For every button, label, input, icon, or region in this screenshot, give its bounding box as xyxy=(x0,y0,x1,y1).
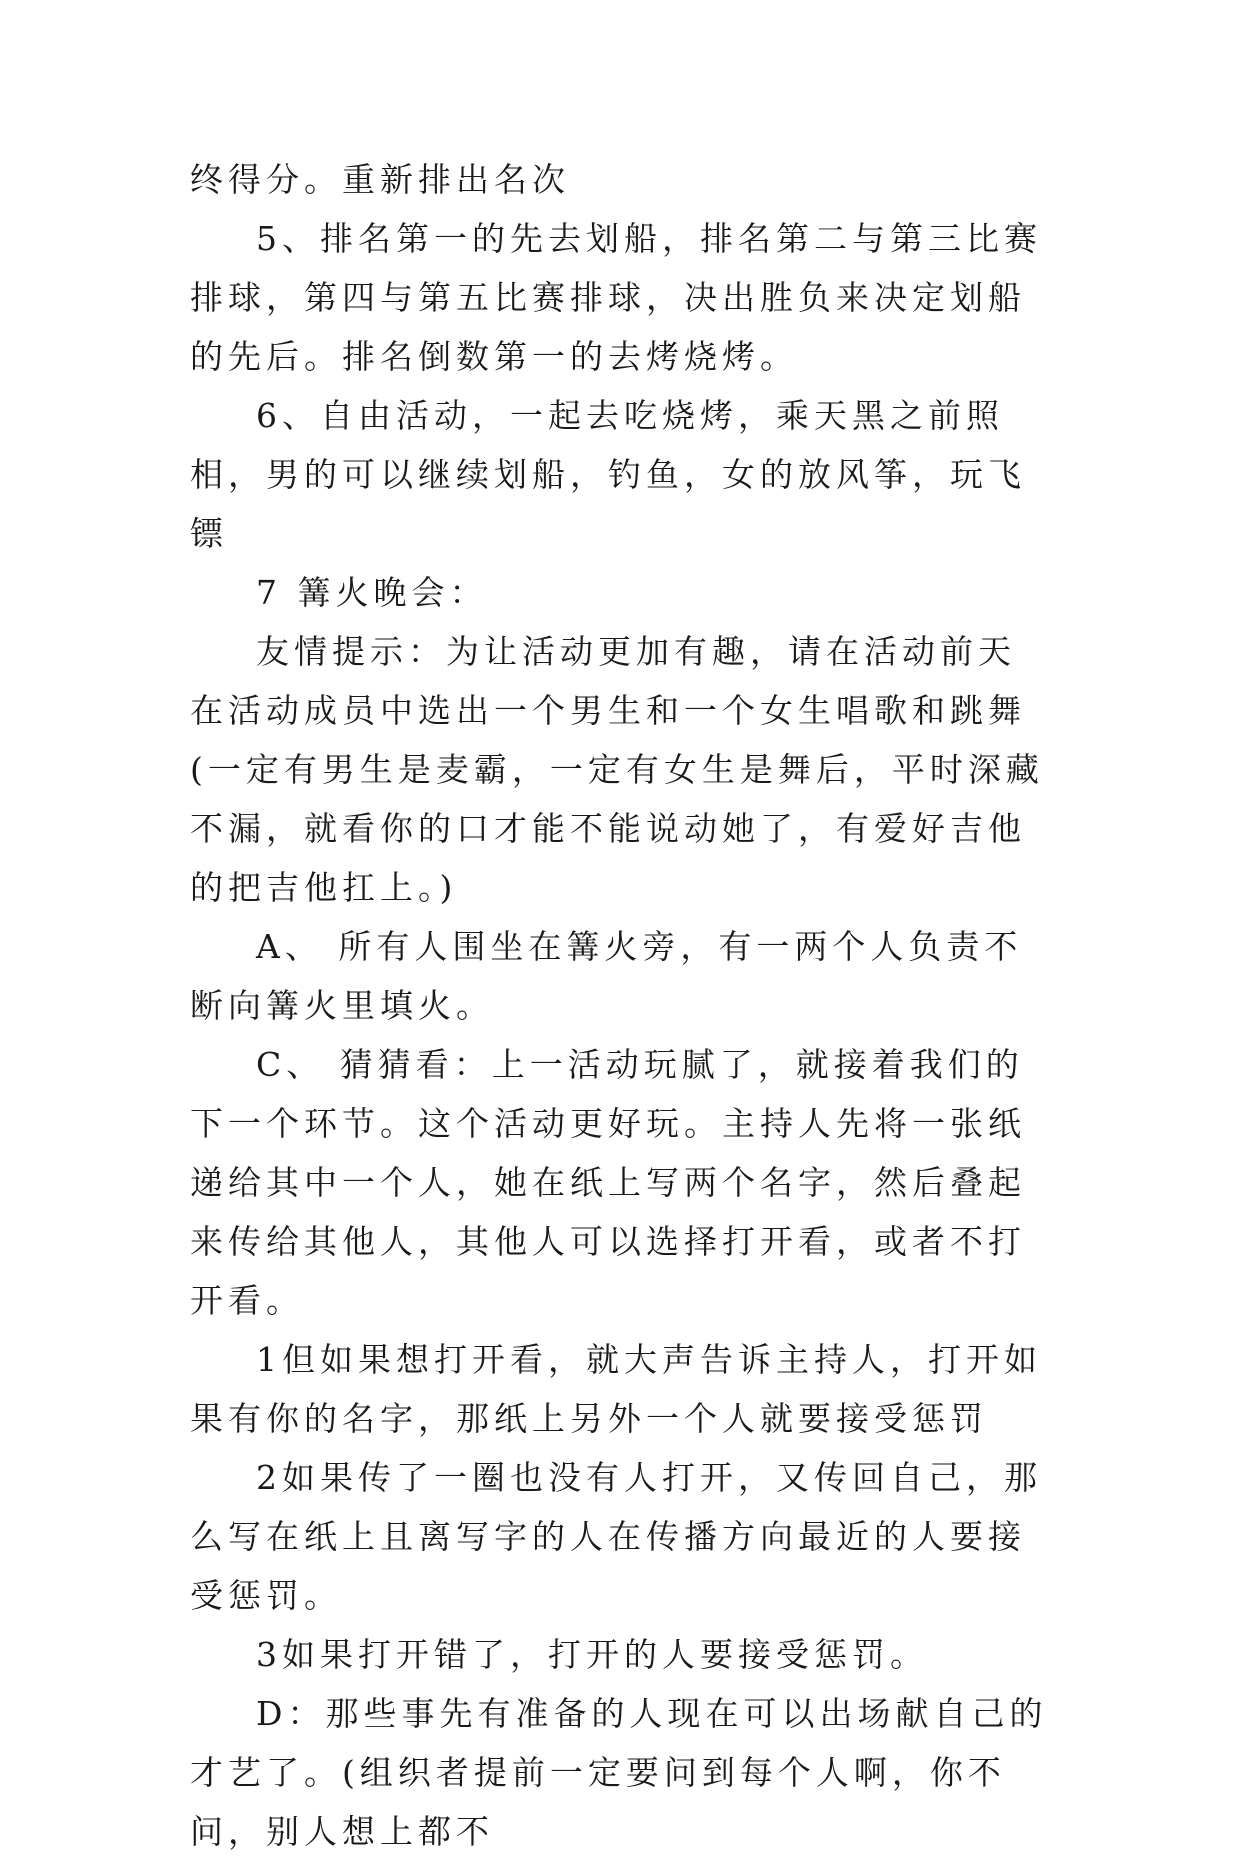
paragraph-2: 5、排名第一的先去划船，排名第二与第三比赛排球，第四与第五比赛排球，决出胜负来决定划船的先后。排名倒数第一的去烤烧烤。 xyxy=(190,219,1042,376)
paragraph-4: 7 篝火晚会： xyxy=(256,573,488,612)
paragraph-9: 2如果传了一圈也没有人打开，又传回自己，那么写在纸上且离写字的人在传播方向最近的人要接受惩罚。 xyxy=(190,1458,1042,1615)
document-page xyxy=(190,150,1050,1861)
paragraph-3: 6、自由活动，一起去吃烧烤，乘天黑之前照相，男的可以继续划船，钓鱼，女的放风筝，玩飞镖 xyxy=(190,396,1026,553)
paragraph-11: D：那些事先有准备的人现在可以出场献自己的才艺了。(组织者提前一定要问到每个人啊，你不问，别人想上都不 xyxy=(190,1694,1048,1851)
paragraph-7: C、 猜猜看：上一活动玩腻了，就接着我们的下一个环节。这个活动更好玩。主持人先将一张纸递给其中一个人，她在纸上写两个名字，然后叠起来传给其他人，其他人可以选择打开看，或者不打开看。 xyxy=(190,1045,1026,1320)
paragraph-1: 终得分。重新排出名次 xyxy=(190,160,570,199)
paragraph-10: 3如果打开错了，打开的人要接受惩罚。 xyxy=(256,1635,928,1674)
paragraph-8: 1但如果想打开看，就大声告诉主持人，打开如果有你的名字，那纸上另外一个人就要接受惩罚 xyxy=(190,1340,1042,1438)
paragraph-5: 友情提示：为让活动更加有趣，请在活动前天在活动成员中选出一个男生和一个女生唱歌和跳舞(一定有男生是麦霸，一定有女生是舞后，平时深藏不漏，就看你的口才能不能说动她了，有爱好吉他的把吉他扛上。) xyxy=(190,632,1044,907)
paragraph-6: A、 所有人围坐在篝火旁，有一两个人负责不断向篝火里填火。 xyxy=(190,927,1023,1025)
